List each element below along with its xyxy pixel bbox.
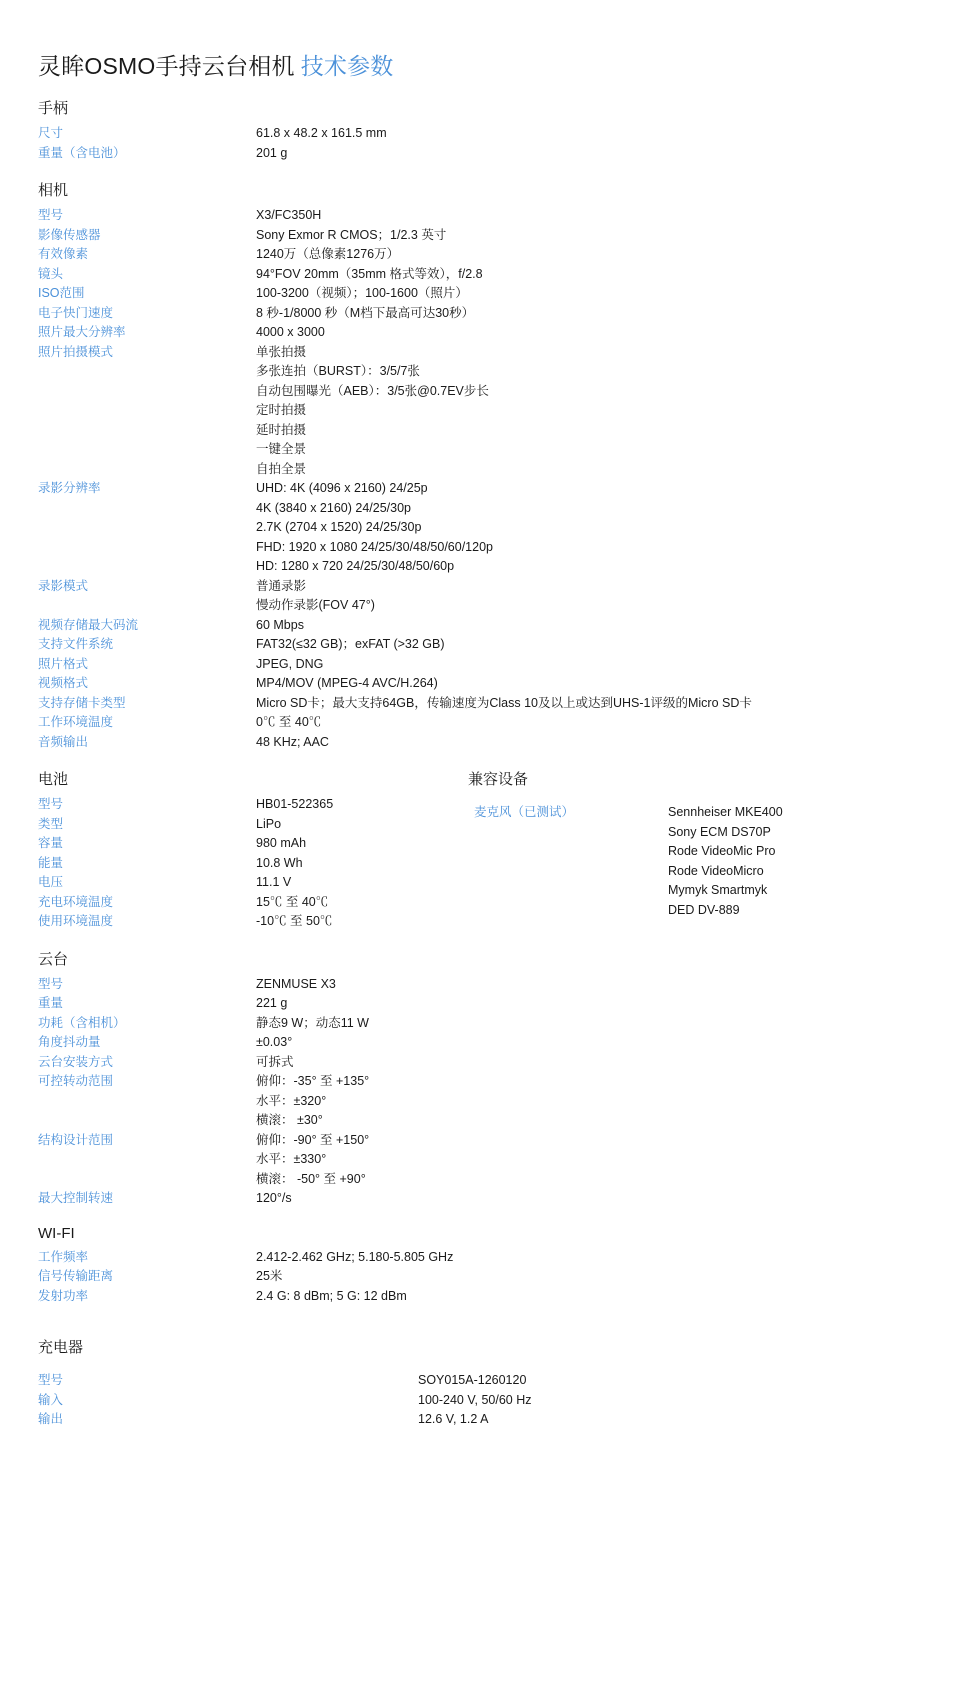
section-handle	[0, 97, 960, 163]
spec-value-line: 水平：±320°	[256, 1093, 327, 1108]
spec-table-camera	[38, 206, 798, 752]
spec-value-line: 俯仰：-35° 至 +135°	[256, 1074, 370, 1088]
section-gimbal	[0, 948, 960, 1209]
table-row	[38, 815, 468, 835]
table-row-spacer	[468, 795, 868, 803]
table-row	[38, 226, 798, 246]
spec-value-line: Rode VideoMic Pro	[668, 844, 776, 858]
table-row	[38, 1189, 798, 1209]
spec-value	[256, 694, 798, 714]
spec-value-line: 延时拍摄	[256, 422, 307, 437]
table-row	[38, 873, 468, 893]
spec-label: 视频格式	[38, 676, 89, 690]
spec-value: 2.412-2.462 GHz; 5.180-5.805 GHz	[256, 1249, 454, 1264]
table-row	[38, 1287, 798, 1307]
spec-value-line: Mymyk Smartmyk	[668, 883, 768, 897]
spec-table-compatible	[468, 795, 868, 920]
spec-label: 最大控制转速	[38, 1191, 114, 1205]
spec-value-line: FAT32(≤32 GB)；exFAT (>32 GB)	[256, 637, 445, 651]
spec-value-line: 100-3200（视频）；100-1600（照片）	[256, 286, 468, 300]
section-title-camera: 相机	[38, 182, 69, 199]
spec-value-line: 8 秒-1/8000 秒（M档下最高可达30秒）	[256, 305, 475, 320]
table-row	[38, 975, 798, 995]
table-row	[38, 834, 468, 854]
spec-value: 10.8 Wh	[256, 855, 303, 870]
spec-label: 尺寸	[38, 126, 64, 140]
spec-label: 录影分辨率	[38, 481, 101, 495]
spec-label: 支持存储卡类型	[38, 695, 126, 710]
spec-label: 能量	[38, 855, 64, 870]
table-row	[38, 795, 468, 815]
spec-value	[256, 124, 798, 144]
spec-value: 15℃ 至 40℃	[256, 894, 329, 909]
table-row	[38, 1248, 798, 1268]
spec-value	[668, 803, 868, 920]
table-row	[38, 1014, 798, 1034]
spec-label: 支持文件系统	[38, 637, 114, 651]
spec-value-line: Sennheiser MKE400	[668, 805, 783, 819]
spec-value-line: 61.8 x 48.2 x 161.5 mm	[256, 126, 387, 140]
page-title-main: 灵眸OSMO手持云台相机	[38, 53, 295, 79]
spec-value: 25米	[256, 1269, 283, 1283]
spec-value	[256, 144, 798, 164]
spec-label: 视频存储最大码流	[38, 617, 139, 632]
table-row	[38, 854, 468, 874]
spec-value-line: 94°FOV 20mm（35mm 格式等效），f/2.8	[256, 266, 483, 281]
section-charger	[0, 1336, 960, 1430]
spec-value	[256, 245, 798, 265]
spec-value-line: UHD: 4K (4096 x 2160) 24/25p	[256, 481, 428, 495]
spec-label: 容量	[38, 836, 64, 850]
table-row	[38, 284, 798, 304]
spec-label: 型号	[38, 208, 64, 222]
table-row	[38, 1072, 798, 1131]
table-row	[38, 674, 798, 694]
spec-value-line: 1240万（总像素1276万）	[256, 247, 400, 261]
table-row	[38, 1131, 798, 1190]
spec-value-line: 0℃ 至 40℃	[256, 715, 322, 729]
spec-label: 照片拍摄模式	[38, 344, 114, 359]
spec-value: SOY015A-1260120	[418, 1373, 527, 1387]
spec-label: 型号	[38, 797, 64, 811]
spec-label: 型号	[38, 1373, 64, 1387]
spec-value-line: JPEG, DNG	[256, 656, 324, 671]
section-battery-compatible	[0, 768, 960, 932]
spec-label	[468, 803, 668, 920]
spec-value	[256, 674, 798, 694]
spec-value: ±0.03°	[256, 1035, 293, 1049]
spec-value	[256, 635, 798, 655]
spec-value-line: 俯仰：-90° 至 +150°	[256, 1132, 370, 1147]
spec-value: 11.1 V	[256, 875, 292, 889]
spec-value	[256, 577, 798, 616]
spec-value-line: 普通录影	[256, 578, 307, 593]
spec-value	[256, 1072, 798, 1131]
spec-value	[256, 284, 798, 304]
spec-value: 221 g	[256, 996, 288, 1010]
spec-value-line: 单张拍摄	[256, 344, 307, 359]
table-row	[38, 265, 798, 285]
table-row	[38, 655, 798, 675]
table-row	[38, 694, 798, 714]
spec-value-line: 水平：±330°	[256, 1152, 327, 1166]
section-compatible	[468, 768, 960, 920]
section-camera	[0, 179, 960, 752]
spec-value	[256, 304, 798, 324]
section-title-charger: 充电器	[38, 1339, 84, 1356]
section-title-battery: 电池	[38, 771, 69, 788]
table-row	[38, 304, 798, 324]
spec-label: 输出	[38, 1412, 64, 1426]
spec-value-line: DED DV-889	[668, 902, 740, 917]
spec-label: 云台安装方式	[38, 1054, 114, 1069]
spec-value-line: 4K (3840 x 2160) 24/25/30p	[256, 500, 411, 515]
table-row	[38, 713, 798, 733]
table-row	[38, 1267, 798, 1287]
spec-value: 12.6 V, 1.2 A	[418, 1412, 489, 1426]
spec-value-line: HD: 1280 x 720 24/25/30/48/50/60p	[256, 559, 455, 573]
table-row	[38, 124, 798, 144]
spec-label: 工作频率	[38, 1249, 89, 1264]
spec-label: 镜头	[38, 266, 64, 281]
spec-value-line: 多张连拍（BURST）：3/5/7张	[256, 364, 420, 378]
spec-value-line: 横滚： -50° 至 +90°	[256, 1171, 366, 1186]
table-row	[38, 616, 798, 636]
spec-value-line: 60 Mbps	[256, 617, 304, 632]
spec-value-line: Rode VideoMicro	[668, 863, 764, 878]
spec-table-battery	[38, 795, 468, 932]
table-row	[38, 1391, 798, 1411]
table-row	[38, 1053, 798, 1073]
spec-value	[256, 206, 798, 226]
section-wifi	[0, 1225, 960, 1307]
spec-label: 型号	[38, 976, 64, 991]
table-row	[38, 245, 798, 265]
spec-value-line: X3/FC350H	[256, 208, 322, 222]
spec-label: 照片最大分辨率	[38, 325, 126, 339]
spec-value-line: 定时拍摄	[256, 403, 307, 417]
table-row-spacer	[38, 1363, 798, 1371]
section-title-gimbal: 云台	[38, 950, 69, 968]
spec-value-line: 2.7K (2704 x 1520) 24/25/30p	[256, 520, 422, 534]
spec-label: 类型	[38, 816, 64, 831]
spec-value-line: Sony ECM DS70P	[668, 824, 771, 839]
spec-value-line: 自拍全景	[256, 461, 307, 476]
table-row	[38, 343, 798, 480]
spec-label: 影像传感器	[38, 227, 101, 242]
section-title-handle: 手柄	[38, 100, 69, 117]
spec-value: 2.4 G: 8 dBm; 5 G: 12 dBm	[256, 1288, 407, 1303]
table-row	[38, 577, 798, 616]
table-row	[38, 635, 798, 655]
section-battery	[38, 768, 468, 932]
spec-value	[256, 713, 798, 733]
table-row	[468, 803, 868, 920]
spec-label: 发射功率	[38, 1288, 89, 1303]
spec-table-wifi	[38, 1248, 798, 1307]
table-row	[38, 1033, 798, 1053]
spec-value	[256, 733, 798, 753]
page-title	[0, 0, 960, 81]
spec-value	[256, 226, 798, 246]
spec-table-handle	[38, 124, 798, 163]
table-row	[38, 479, 798, 577]
spec-label: 使用环境温度	[38, 914, 114, 928]
spec-label: 电子快门速度	[38, 305, 114, 320]
spec-value-line: 4000 x 3000	[256, 325, 325, 339]
spec-value	[256, 655, 798, 675]
table-row	[38, 1410, 798, 1430]
spec-value	[256, 265, 798, 285]
spec-label: 输入	[38, 1392, 64, 1407]
spec-label: 信号传输距离	[38, 1269, 114, 1283]
spec-label: 音频输出	[38, 734, 89, 749]
spec-label: 重量	[38, 996, 64, 1010]
spec-value: HB01-522365	[256, 797, 334, 811]
spec-value-line: 48 KHz; AAC	[256, 734, 329, 749]
spec-value	[256, 479, 798, 577]
spec-label: 录影模式	[38, 578, 89, 593]
table-row	[38, 144, 798, 164]
section-title-compatible: 兼容设备	[468, 771, 529, 788]
table-row	[38, 206, 798, 226]
spec-value-line: MP4/MOV (MPEG-4 AVC/H.264)	[256, 676, 438, 690]
spec-value: LiPo	[256, 816, 282, 831]
spec-value-line: FHD: 1920 x 1080 24/25/30/48/50/60/120p	[256, 539, 493, 554]
table-row	[38, 994, 798, 1014]
spec-value-line: 一键全景	[256, 442, 307, 456]
spec-label: 重量（含电池）	[38, 145, 126, 160]
spec-label: 工作环境温度	[38, 715, 114, 729]
table-row	[38, 912, 468, 932]
spec-value-line: 201 g	[256, 145, 288, 160]
spec-value	[256, 1131, 798, 1190]
spec-value: 静态9 W；动态11 W	[256, 1015, 369, 1030]
spec-label: 有效像素	[38, 247, 89, 261]
spec-value-line: 横滚： ±30°	[256, 1113, 323, 1127]
spec-value-line: 自动包围曝光（AEB）：3/5张@0.7EV步长	[256, 383, 489, 398]
table-row	[38, 893, 468, 913]
spec-value-line: 慢动作录影(FOV 47°)	[256, 598, 375, 612]
spec-value-line: Micro SD卡；最大支持64GB，传输速度为Class 10及以上或达到UHS-1评级的Micro SD卡	[256, 695, 752, 710]
spec-value	[256, 616, 798, 636]
spec-value: 980 mAh	[256, 836, 307, 850]
spec-value	[256, 323, 798, 343]
spec-value: 100-240 V, 50/60 Hz	[418, 1392, 532, 1407]
spec-label: 角度抖动量	[38, 1035, 101, 1049]
spec-table-gimbal	[38, 975, 798, 1209]
spec-label-text: 麦克风（已测试）	[474, 805, 575, 819]
spec-value: 120°/s	[256, 1191, 292, 1205]
spec-label: 功耗（含相机）	[38, 1015, 126, 1030]
spec-value: ZENMUSE X3	[256, 976, 336, 991]
spec-value	[256, 343, 798, 480]
spec-label: 充电环境温度	[38, 894, 114, 909]
spec-table-charger	[38, 1363, 798, 1430]
spec-value-line: Sony Exmor R CMOS；1/2.3 英寸	[256, 227, 447, 242]
spec-label: 电压	[38, 875, 64, 889]
page-title-sub: 技术参数	[300, 53, 394, 79]
spec-value: 可拆式	[256, 1054, 294, 1069]
section-title-wifi: WI-FI	[38, 1224, 75, 1242]
table-row	[38, 323, 798, 343]
spec-value: -10℃ 至 50℃	[256, 914, 333, 928]
table-row	[38, 733, 798, 753]
spec-label: ISO范围	[38, 286, 85, 300]
spec-label: 可控转动范围	[38, 1074, 114, 1088]
spec-label: 结构设计范围	[38, 1132, 114, 1147]
spec-label: 照片格式	[38, 656, 89, 671]
table-row	[38, 1371, 798, 1391]
